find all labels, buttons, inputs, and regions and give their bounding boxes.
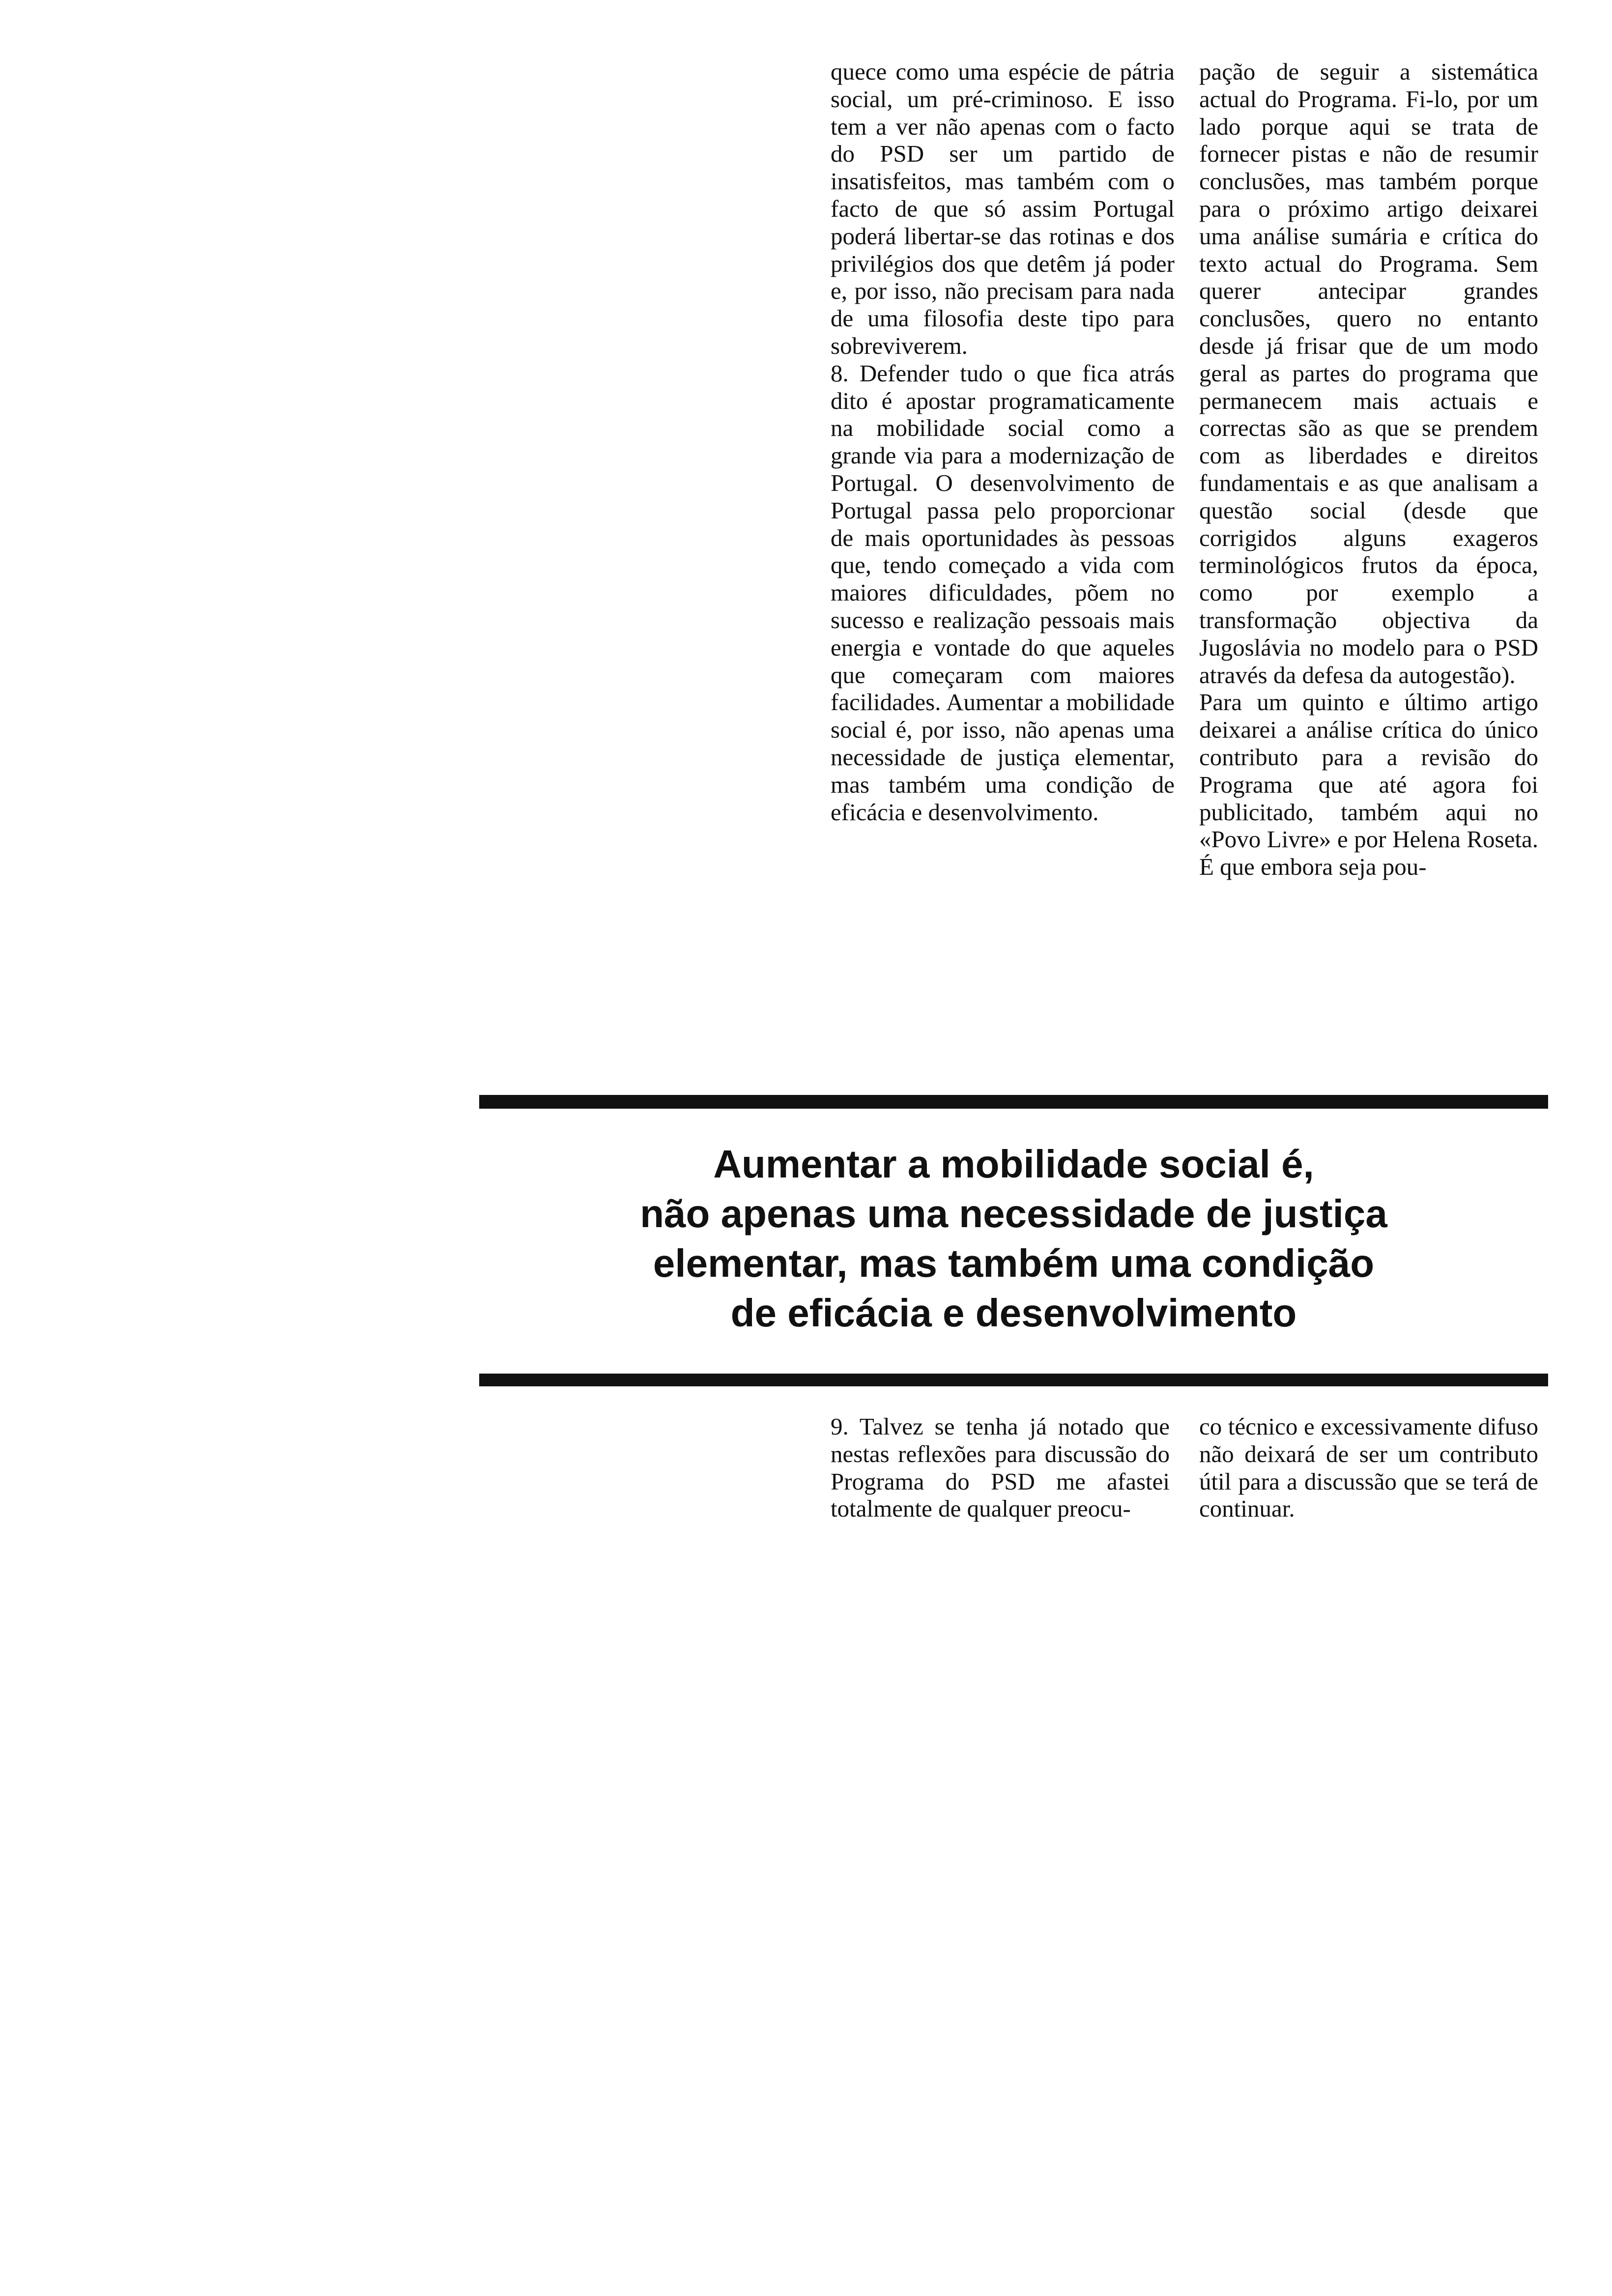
article-column-bottom-left [831,1413,1170,1522]
article-paragraph: Para um quinto e último artigo deixarei a análise crítica do único contributo para a revisão do Programa que até agora foi publicitado, também aqui no «Povo Livre» e por Helena Roseta. É que embora seja pou- [1199,689,1538,881]
pull-quote-line: Aumentar a mobilidade social é, [713,1142,1314,1186]
pull-quote-line: não apenas uma necessidade de justiça [640,1192,1387,1235]
article-paragraph: 8. Defender tudo o que fica atrás dito é apostar programaticamente na mobilidade social como a grande via para a modernização de Portugal. O desenvolvimento de Portugal passa pelo proporcionar de mais oportunidades às pessoas que, tendo começado a vida com maiores dificuldades, põem no sucesso e realização pessoais mais energia e vontade do que aqueles que começaram com maiores facilidades. Aumentar a mobilidade social é, por isso, não apenas uma necessidade de justiça elementar, mas também uma condição de eficácia e desenvolvimento. [831,359,1175,826]
article-column-top-right [1199,58,1538,881]
article-paragraph: co técnico e excessivamente difuso não deixará de ser um contributo útil para a discussão que se terá de continuar. [1199,1413,1538,1522]
pull-quote-bottom-rule [479,1374,1548,1386]
pull-quote-line: elementar, mas também uma condição [653,1241,1375,1285]
article-paragraph: quece como uma espécie de pátria social, um pré-criminoso. E isso tem a ver não apenas com o facto do PSD ser um partido de insatisfeitos, mas também com o facto de que só assim Portugal poderá libertar-se das rotinas e dos privilégios dos que detêm já poder e, por isso, não precisam para nada de uma filosofia deste tipo para sobreviverem. [831,58,1175,359]
pull-quote-top-rule [479,1095,1548,1109]
pull-quote-line: de eficácia e desenvolvimento [730,1291,1297,1335]
article-column-top-left [831,58,1175,826]
article-column-bottom-right [1199,1413,1538,1522]
pull-quote [479,1139,1548,1338]
article-paragraph: 9. Talvez se tenha já notado que nestas reflexões para discussão do Programa do PSD me afastei totalmente de qualquer preocu- [831,1413,1170,1522]
article-paragraph: pação de seguir a sistemática actual do Programa. Fi-lo, por um lado porque aqui se trata de fornecer pistas e não de resumir conclusões, mas também porque para o próximo artigo deixarei uma análise sumária e crítica do texto actual do Programa. Sem querer antecipar grandes conclusões, quero no entanto desde já frisar que de um modo geral as partes do programa que permanecem mais actuais e correctas são as que se prendem com as liberdades e direitos fundamentais e as que analisam a questão social (desde que corrigidos alguns exageros terminológicos frutos da época, como por exemplo a transformação objectiva da Jugoslávia no modelo para o PSD através da defesa da autogestão). [1199,58,1538,689]
